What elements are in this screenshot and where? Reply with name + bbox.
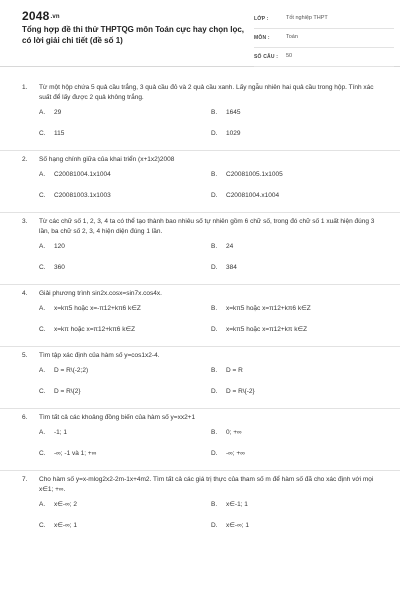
option-text: C20081003.1x1003 [54, 192, 111, 199]
question-text: Giải phương trình sin2x.cosx=sin7x.cos4x. [39, 290, 162, 297]
question-text: Từ một hộp chứa 5 quả cầu trắng, 3 quả cầu đỏ và 2 quả cầu xanh. Lấy ngẫu nhiên hai quả cầu trong hộp. Tính xác suất để lấy được 2 quả không trắng. [39, 84, 374, 101]
question-list [0, 79, 400, 542]
question-1 [0, 79, 400, 151]
answer-options [39, 428, 378, 470]
site-logo[interactable] [22, 9, 60, 23]
meta-row-subject [254, 31, 394, 48]
option-b[interactable] [211, 366, 383, 387]
question-text: Tìm tập xác định của hàm số y=cos1x2-4. [39, 352, 160, 359]
question-7 [0, 471, 400, 542]
option-b[interactable] [211, 428, 383, 449]
option-letter: D. [211, 388, 218, 395]
answer-options [39, 108, 378, 150]
question-5 [0, 347, 400, 409]
option-letter: A. [39, 429, 46, 436]
option-letter: C. [39, 450, 46, 457]
question-number: 6. [22, 414, 28, 421]
option-text: 115 [54, 130, 65, 137]
option-letter: D. [211, 326, 218, 333]
option-c[interactable] [39, 263, 211, 284]
option-a[interactable] [39, 428, 211, 449]
option-c[interactable] [39, 325, 211, 346]
option-c[interactable] [39, 449, 211, 470]
logo-text: 2048 [22, 9, 50, 23]
question-header [22, 217, 378, 237]
header [0, 0, 400, 67]
meta-label: SỐ CÂU : [254, 54, 279, 60]
question-text: Số hạng chính giữa của khai triển (x+1x2)2008 [39, 156, 175, 163]
option-letter: C. [39, 522, 46, 529]
option-text: 1029 [226, 130, 241, 137]
question-number: 1. [22, 84, 28, 91]
option-text: D = R\{-2} [226, 388, 255, 395]
option-letter: B. [211, 367, 218, 374]
option-b[interactable] [211, 242, 383, 263]
option-text: -1; 1 [54, 429, 68, 436]
option-text: C20081004.x1004 [226, 192, 280, 199]
option-letter: D. [211, 264, 218, 271]
option-text: C20081004.1x1004 [54, 171, 111, 178]
option-c[interactable] [39, 129, 211, 150]
option-letter: C. [39, 192, 46, 199]
option-letter: A. [39, 501, 46, 508]
option-letter: C. [39, 130, 46, 137]
meta-row-count [254, 50, 394, 67]
option-d[interactable] [211, 449, 383, 470]
option-d[interactable] [211, 521, 383, 542]
option-a[interactable] [39, 500, 211, 521]
question-text: Từ các chữ số 1, 2, 3, 4 ta có thể tạo thành bao nhiêu số tự nhiên gồm 6 chữ số, trong đó chữ số 1 xuất hiện đúng 3 lần, ba chữ số 2, 3, 4 hiện diện đúng 1 lần. [39, 218, 375, 235]
option-letter: D. [211, 192, 218, 199]
option-text: -∞; -1 và 1; +∞ [54, 450, 97, 457]
option-letter: B. [211, 109, 218, 116]
option-c[interactable] [39, 387, 211, 408]
option-text: 24 [226, 243, 234, 250]
option-text: x=kπ5 hoặc x=π12+kπ6 k∈Z [226, 305, 311, 312]
option-letter: A. [39, 109, 46, 116]
answer-options [39, 242, 378, 284]
answer-options [39, 304, 378, 346]
exam-meta [254, 12, 394, 69]
option-letter: B. [211, 429, 218, 436]
question-header [22, 351, 378, 361]
option-letter: D. [211, 450, 218, 457]
option-letter: A. [39, 305, 46, 312]
question-number: 4. [22, 290, 28, 297]
meta-value: Tốt nghiệp THPT [286, 15, 328, 21]
option-letter: C. [39, 326, 46, 333]
option-text: x∈-∞; 2 [54, 501, 77, 508]
option-text: x=kπ5 hoặc x=-π12+kπ6 k∈Z [54, 305, 141, 312]
option-b[interactable] [211, 304, 383, 325]
option-d[interactable] [211, 129, 383, 150]
option-d[interactable] [211, 325, 383, 346]
question-4 [0, 285, 400, 347]
answer-options [39, 170, 378, 212]
option-text: x=kπ5 hoặc x=π12+kπ k∈Z [226, 326, 308, 333]
option-a[interactable] [39, 108, 211, 129]
option-a[interactable] [39, 242, 211, 263]
option-c[interactable] [39, 191, 211, 212]
option-text: 120 [54, 243, 65, 250]
option-text: 0; +∞ [226, 429, 242, 436]
option-letter: B. [211, 243, 218, 250]
option-a[interactable] [39, 304, 211, 325]
answer-options [39, 366, 378, 408]
question-number: 5. [22, 352, 28, 359]
logo-suffix: .vn [50, 14, 60, 20]
option-c[interactable] [39, 521, 211, 542]
question-3 [0, 213, 400, 285]
answer-options [39, 500, 378, 542]
option-text: 29 [54, 109, 62, 116]
option-a[interactable] [39, 366, 211, 387]
option-text: D = R\(-2;2) [54, 367, 89, 374]
option-text: 360 [54, 264, 65, 271]
question-number: 2. [22, 156, 28, 163]
option-text: D = R\{2} [54, 388, 81, 395]
option-d[interactable] [211, 387, 383, 408]
option-b[interactable] [211, 170, 383, 191]
exam-title: Tổng hợp đề thi thử THPTQG môn Toán cực hay chọn lọc, có lời giải chi tiết (đề số 1) [22, 25, 245, 45]
option-text: x∈-∞; 1 [226, 522, 249, 529]
option-a[interactable] [39, 170, 211, 191]
option-text: C20081005.1x1005 [226, 171, 283, 178]
question-number: 7. [22, 476, 28, 483]
question-6 [0, 409, 400, 471]
option-letter: B. [211, 305, 218, 312]
question-header [22, 155, 378, 165]
option-text: x∈-1; 1 [226, 501, 248, 508]
question-header [22, 475, 378, 495]
question-text: Tìm tất cả các khoảng đồng biến của hàm số y=xx2+1 [39, 414, 196, 421]
option-letter: B. [211, 171, 218, 178]
option-letter: D. [211, 522, 218, 529]
question-header [22, 413, 378, 423]
option-text: x∈-∞; 1 [54, 522, 77, 529]
option-letter: A. [39, 367, 46, 374]
meta-row-class [254, 12, 394, 29]
meta-label: MÔN : [254, 35, 270, 41]
option-d[interactable] [211, 263, 383, 284]
option-text: 1645 [226, 109, 241, 116]
option-text: 384 [226, 264, 237, 271]
question-header [22, 83, 378, 103]
meta-label: LỚP : [254, 16, 269, 22]
question-2 [0, 151, 400, 213]
question-text: Cho hàm số y=x-mlog2x2-2m-1x+4m2. Tìm tất cả các giá trị thực của tham số m để hàm số đã cho xác định với mọi x∈1; +∞. [39, 476, 374, 493]
option-letter: C. [39, 264, 46, 271]
option-d[interactable] [211, 191, 383, 212]
option-text: x=kπ hoặc x=π12+kπ6 k∈Z [54, 326, 136, 333]
option-b[interactable] [211, 108, 383, 129]
option-letter: A. [39, 171, 46, 178]
option-b[interactable] [211, 500, 383, 521]
option-letter: D. [211, 130, 218, 137]
option-letter: B. [211, 501, 218, 508]
meta-value: 50 [286, 53, 293, 59]
question-number: 3. [22, 218, 28, 225]
option-letter: A. [39, 243, 46, 250]
meta-value: Toán [286, 34, 298, 40]
option-text: -∞; +∞ [226, 450, 245, 457]
option-letter: C. [39, 388, 46, 395]
option-text: D = R [226, 367, 243, 374]
question-header [22, 289, 378, 299]
